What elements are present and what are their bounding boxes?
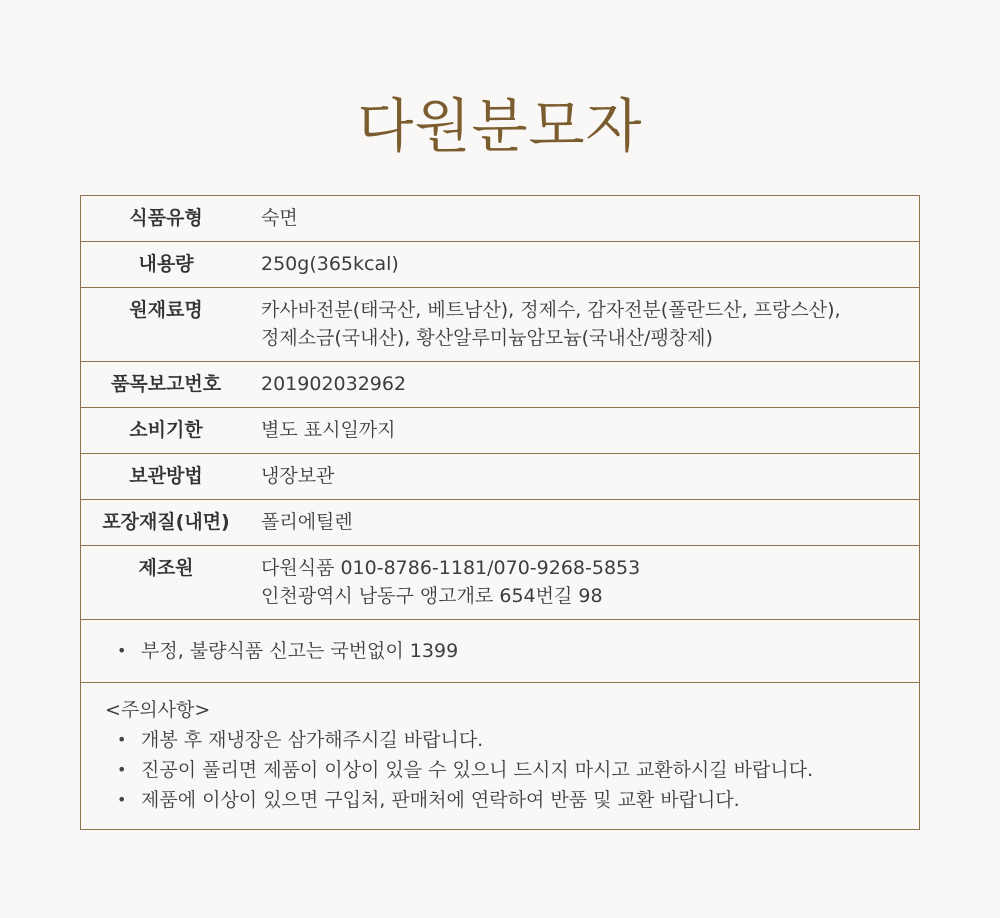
row-value-line: 별도 표시일까지 bbox=[261, 419, 396, 441]
product-info-table bbox=[80, 195, 920, 830]
row-value-line: 201902032962 bbox=[261, 373, 407, 395]
row-label: 식품유형 bbox=[81, 196, 252, 242]
row-value-line: 카사바전분(태국산, 베트남산), 정제수, 감자전분(폴란드산, 프랑스산), bbox=[261, 299, 841, 321]
row-value-line: 숙면 bbox=[261, 207, 298, 229]
row-value bbox=[251, 288, 920, 362]
row-value bbox=[251, 242, 920, 288]
table-row bbox=[81, 242, 920, 288]
bullet-icon: • bbox=[117, 730, 127, 749]
row-label: 내용량 bbox=[81, 242, 252, 288]
row-label: 포장재질(내면) bbox=[81, 500, 252, 546]
row-value-line: 정제소금(국내산), 황산알루미늄암모늄(국내산/팽창제) bbox=[261, 327, 713, 349]
report-notice bbox=[81, 620, 920, 683]
row-value bbox=[251, 546, 920, 620]
row-value-line: 폴리에틸렌 bbox=[261, 511, 353, 533]
row-label: 소비기한 bbox=[81, 408, 252, 454]
list-item bbox=[117, 785, 919, 815]
caution-item-text: 제품에 이상이 있으면 구입처, 판매처에 연락하여 반품 및 교환 바랍니다. bbox=[141, 789, 740, 811]
row-value bbox=[251, 500, 920, 546]
row-label: 원재료명 bbox=[81, 288, 252, 362]
table-row bbox=[81, 288, 920, 362]
caution-section bbox=[81, 683, 920, 830]
list-item bbox=[117, 725, 919, 755]
table-row bbox=[81, 362, 920, 408]
caution-item-text: 진공이 풀리면 제품이 이상이 있을 수 있으니 드시지 마시고 교환하시길 바랍니다. bbox=[141, 759, 814, 781]
report-notice-text: 부정, 불량식품 신고는 국번없이 1399 bbox=[141, 640, 459, 662]
bullet-icon: • bbox=[117, 760, 127, 779]
row-label: 제조원 bbox=[81, 546, 252, 620]
bullet-icon: • bbox=[117, 790, 127, 809]
row-value-line: 250g(365kcal) bbox=[261, 253, 399, 275]
table-row bbox=[81, 500, 920, 546]
row-value-line: 냉장보관 bbox=[261, 465, 335, 487]
list-item bbox=[117, 636, 919, 666]
page-title: 다원분모자 bbox=[357, 92, 643, 160]
row-value-line: 인천광역시 남동구 앵고개로 654번길 98 bbox=[261, 585, 603, 607]
table-row bbox=[81, 196, 920, 242]
caution-list bbox=[105, 725, 919, 815]
caution-item-text: 개봉 후 재냉장은 삼가해주시길 바랍니다. bbox=[141, 729, 484, 751]
row-value bbox=[251, 196, 920, 242]
notice-row bbox=[81, 620, 920, 683]
row-label: 보관방법 bbox=[81, 454, 252, 500]
table-row bbox=[81, 546, 920, 620]
row-label: 품목보고번호 bbox=[81, 362, 252, 408]
table-row bbox=[81, 408, 920, 454]
row-value bbox=[251, 454, 920, 500]
row-value bbox=[251, 362, 920, 408]
bullet-icon: • bbox=[117, 641, 127, 660]
caution-row bbox=[81, 683, 920, 830]
caution-heading: <주의사항> bbox=[105, 699, 211, 721]
list-item bbox=[117, 755, 919, 785]
row-value-line: 다원식품 010-8786-1181/070-9268-5853 bbox=[261, 557, 641, 579]
row-value bbox=[251, 408, 920, 454]
table-row bbox=[81, 454, 920, 500]
